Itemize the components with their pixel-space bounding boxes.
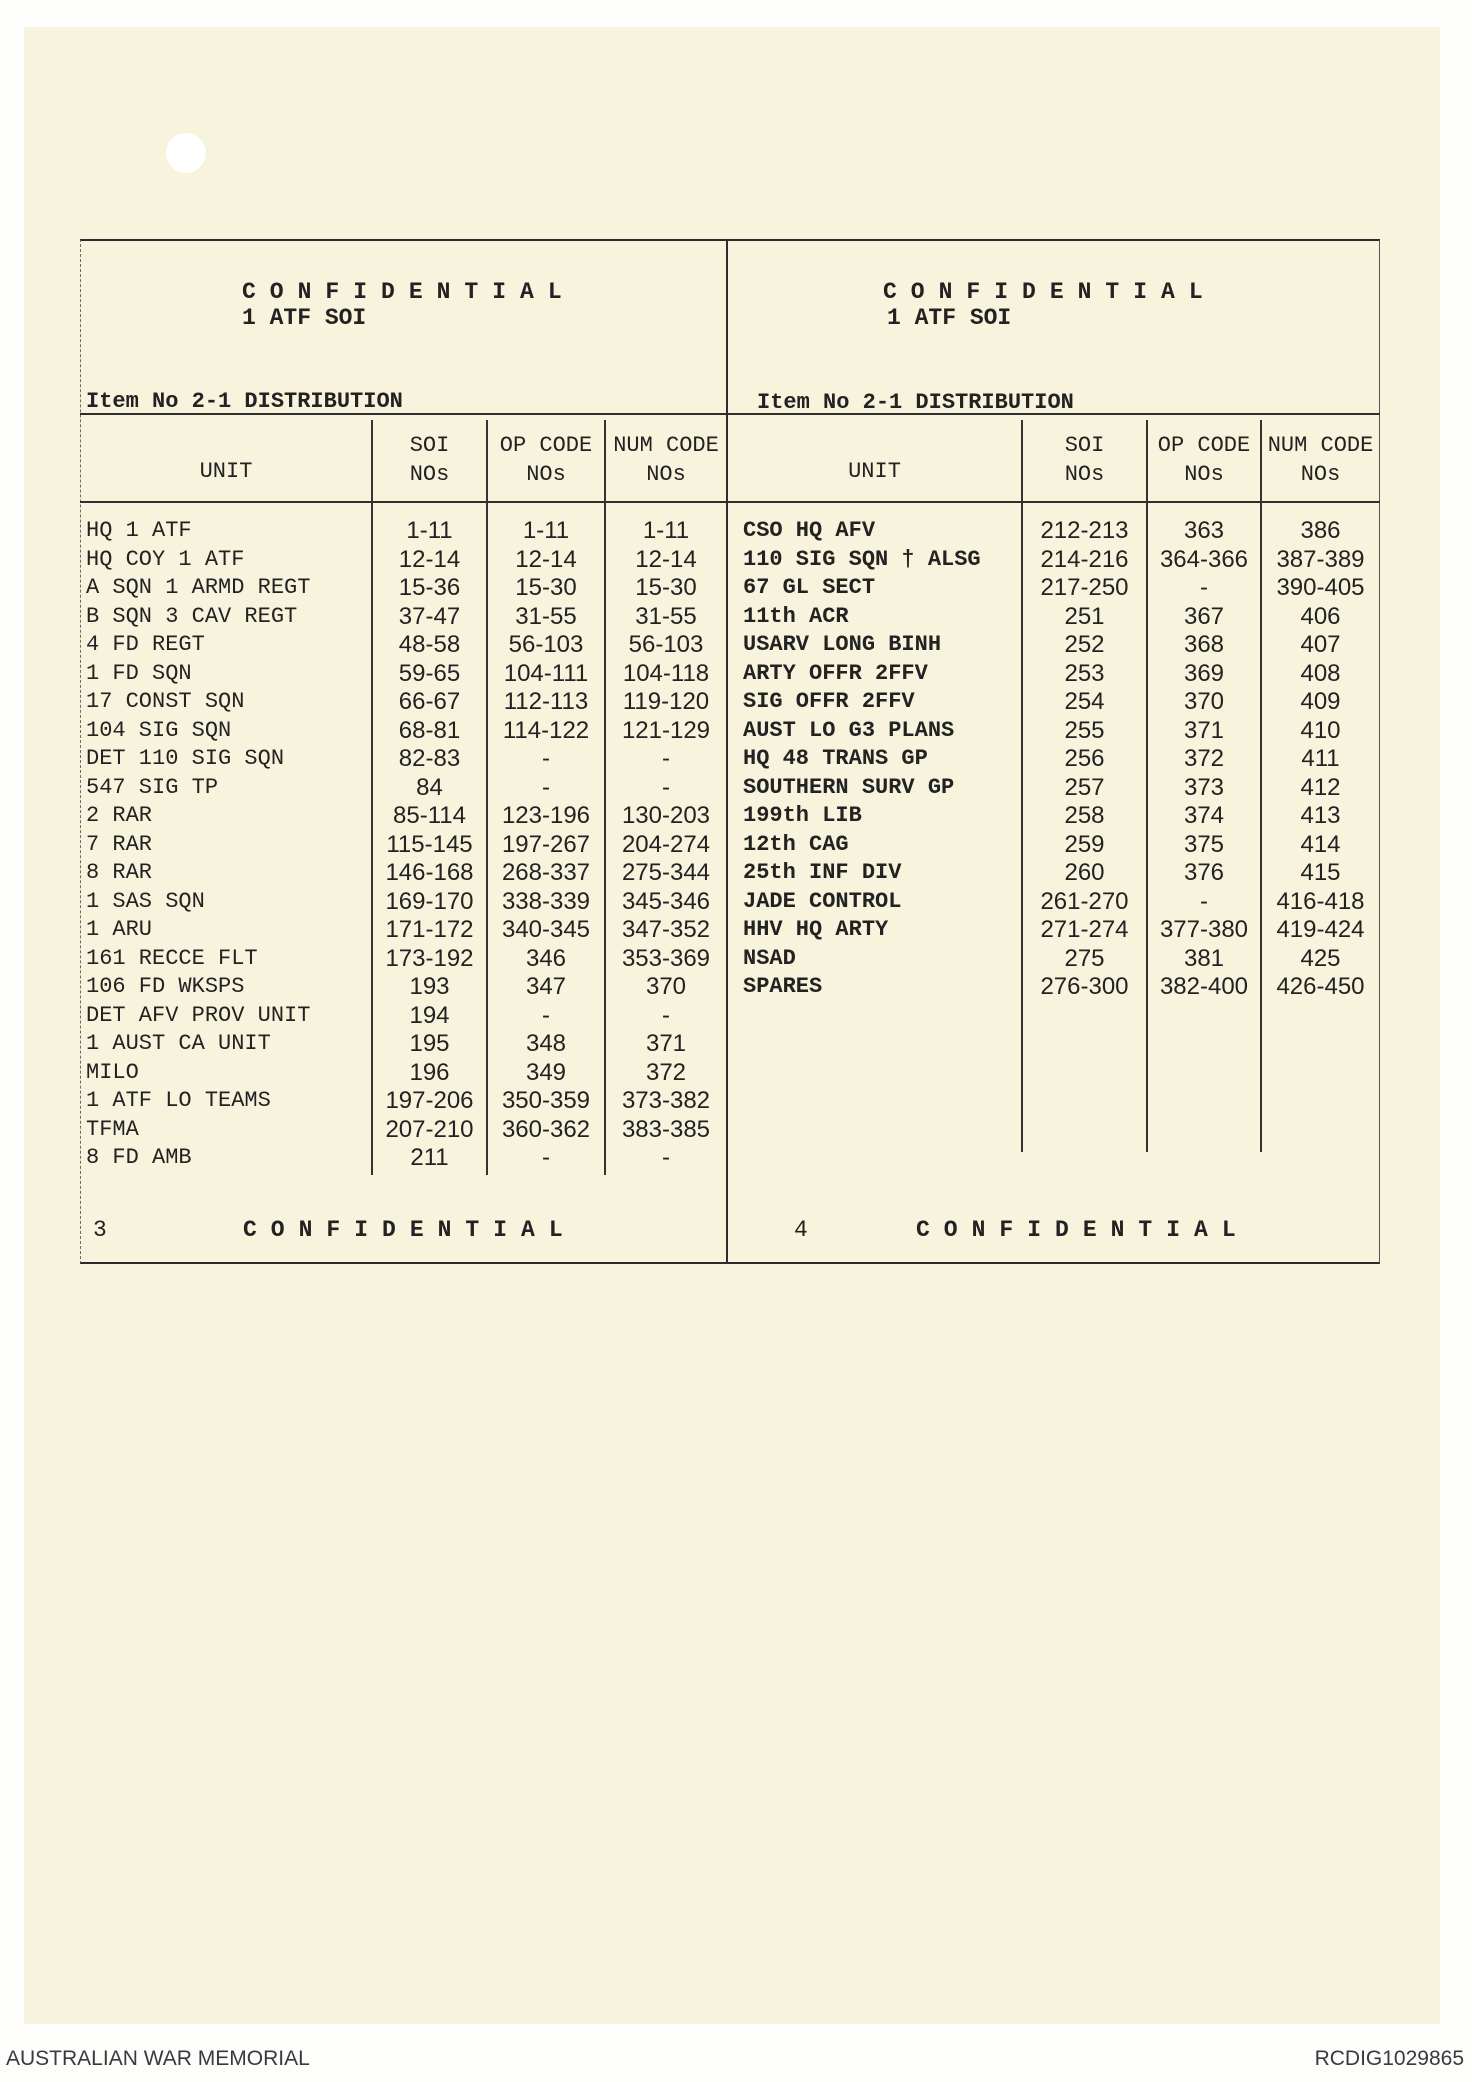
soi-number-cell: 271-274 bbox=[1040, 916, 1129, 943]
unit-cell: A SQN 1 ARMD REGT bbox=[86, 575, 311, 600]
punch-hole bbox=[166, 133, 206, 173]
op-code-cell: 376 bbox=[1183, 859, 1225, 886]
unit-cell: SPARES bbox=[743, 974, 823, 999]
num-code-cell: 370 bbox=[645, 973, 687, 1000]
op-code-cell: 104-111 bbox=[503, 659, 589, 687]
op-code-cell: 349 bbox=[525, 1058, 567, 1086]
num-code-header: NUM CODE bbox=[613, 433, 719, 458]
op-code-cell: 350-359 bbox=[501, 1087, 591, 1114]
table-row bbox=[80, 774, 727, 803]
op-code-cell: 367 bbox=[1183, 602, 1225, 630]
unit-cell: SIG OFFR 2FFV bbox=[743, 689, 915, 714]
unit-cell: 8 FD AMB bbox=[86, 1145, 192, 1170]
soi-number-cell: 257 bbox=[1064, 773, 1105, 801]
num-code-cell: - bbox=[662, 773, 670, 801]
unit-cell: CSO HQ AFV bbox=[743, 518, 876, 543]
num-code-cell: 413 bbox=[1300, 802, 1341, 829]
table-row bbox=[80, 945, 727, 974]
unit-cell: DET AFV PROV UNIT bbox=[86, 1002, 311, 1028]
unit-cell: ARTY OFFR 2FFV bbox=[743, 660, 928, 686]
op-code-header-sub: NOs bbox=[1184, 462, 1224, 487]
unit-cell: HQ COY 1 ATF bbox=[86, 546, 245, 572]
table-row bbox=[727, 831, 1380, 860]
num-code-cell: - bbox=[662, 1001, 670, 1029]
table-row bbox=[80, 546, 727, 575]
num-code-cell: 372 bbox=[645, 1058, 687, 1086]
soi-number-cell: 197-206 bbox=[385, 1087, 474, 1114]
soi-number-cell: 207-210 bbox=[385, 1115, 474, 1143]
classification-bottom: CONFIDENTIAL bbox=[243, 1217, 577, 1243]
op-code-cell: 372 bbox=[1183, 745, 1225, 772]
op-code-cell: - bbox=[542, 1144, 550, 1171]
table-row bbox=[727, 631, 1380, 660]
unit-cell: MILO bbox=[86, 1059, 139, 1085]
num-code-cell: 407 bbox=[1300, 631, 1341, 658]
soi-number-cell: 275 bbox=[1064, 944, 1105, 972]
op-code-cell: - bbox=[1200, 887, 1208, 915]
num-code-cell: 406 bbox=[1300, 602, 1341, 630]
num-code-header-sub: NOs bbox=[646, 462, 686, 487]
num-code-cell: 130-203 bbox=[621, 802, 711, 829]
unit-header: UNIT bbox=[848, 459, 901, 484]
unit-cell: 199th LIB bbox=[743, 803, 862, 828]
table-row bbox=[727, 774, 1380, 803]
table-row bbox=[727, 745, 1380, 774]
unit-cell: 161 RECCE FLT bbox=[86, 945, 258, 971]
op-code-cell: 370 bbox=[1183, 688, 1225, 715]
table-row bbox=[80, 916, 727, 945]
op-code-cell: 360-362 bbox=[501, 1115, 591, 1143]
op-code-cell: 112-113 bbox=[503, 688, 589, 715]
num-code-cell: 56-103 bbox=[628, 631, 704, 658]
unit-cell: HQ 48 TRANS GP bbox=[743, 746, 928, 771]
num-code-cell: 12-14 bbox=[635, 545, 697, 573]
soi-header: SOI bbox=[1064, 433, 1105, 458]
num-code-cell: 204-274 bbox=[621, 830, 711, 858]
unit-cell: 4 FD REGT bbox=[86, 632, 205, 657]
soi-number-cell: 82-83 bbox=[398, 745, 461, 772]
num-code-cell: 353-369 bbox=[621, 944, 711, 972]
document-title: 1 ATF SOI bbox=[242, 305, 367, 331]
soi-number-cell: 85-114 bbox=[393, 802, 466, 829]
unit-cell: 12th CAG bbox=[743, 831, 849, 857]
soi-number-cell: 255 bbox=[1064, 716, 1105, 744]
soi-number-cell: 15-36 bbox=[398, 574, 461, 601]
op-code-cell: 363 bbox=[1183, 517, 1225, 544]
table-row bbox=[727, 916, 1380, 945]
table-row bbox=[80, 1059, 727, 1088]
table-row bbox=[80, 802, 727, 831]
op-code-cell: 31-55 bbox=[515, 602, 577, 630]
soi-number-cell: 66-67 bbox=[398, 688, 461, 715]
soi-header-sub: NOs bbox=[1064, 462, 1105, 487]
item-heading: Item No 2-1 DISTRIBUTION bbox=[86, 389, 403, 414]
table-row bbox=[80, 888, 727, 917]
table-row bbox=[80, 631, 727, 660]
num-code-cell: 410 bbox=[1300, 716, 1341, 744]
op-code-cell: 197-267 bbox=[501, 830, 591, 858]
num-code-cell: 416-418 bbox=[1276, 887, 1365, 915]
op-code-cell: 56-103 bbox=[508, 631, 584, 658]
soi-number-cell: 59-65 bbox=[398, 659, 461, 687]
table-row bbox=[727, 945, 1380, 974]
num-code-cell: 373-382 bbox=[621, 1087, 711, 1114]
unit-cell: B SQN 3 CAV REGT bbox=[86, 603, 298, 629]
left-page bbox=[80, 239, 727, 1264]
unit-cell: 1 FD SQN bbox=[86, 660, 192, 686]
page-number: 4 bbox=[794, 1217, 808, 1243]
soi-number-cell: 37-47 bbox=[398, 602, 461, 630]
soi-number-cell: 260 bbox=[1064, 859, 1105, 886]
unit-cell: 11th ACR bbox=[743, 603, 849, 629]
unit-cell: HHV HQ ARTY bbox=[743, 917, 889, 942]
num-code-cell: 104-118 bbox=[622, 659, 710, 687]
op-code-cell: 347 bbox=[525, 973, 567, 1000]
op-code-cell: 382-400 bbox=[1159, 973, 1249, 1000]
num-code-cell: 415 bbox=[1300, 859, 1341, 886]
soi-number-cell: 115-145 bbox=[386, 830, 473, 858]
soi-number-cell: 194 bbox=[409, 1001, 450, 1029]
num-code-cell: 419-424 bbox=[1276, 916, 1365, 943]
unit-cell: 104 SIG SQN bbox=[86, 717, 232, 743]
op-code-cell: 340-345 bbox=[501, 916, 591, 943]
num-code-cell: 345-346 bbox=[621, 887, 711, 915]
op-code-cell: 346 bbox=[525, 944, 567, 972]
unit-cell: 2 RAR bbox=[86, 803, 153, 828]
soi-number-cell: 12-14 bbox=[398, 545, 461, 573]
unit-cell: 1 AUST CA UNIT bbox=[86, 1031, 271, 1056]
num-code-cell: 1-11 bbox=[642, 517, 690, 544]
table-row bbox=[80, 1087, 727, 1116]
num-code-cell: 347-352 bbox=[621, 916, 711, 943]
num-code-cell: 408 bbox=[1300, 659, 1341, 687]
soi-number-cell: 254 bbox=[1064, 688, 1105, 715]
soi-number-cell: 253 bbox=[1064, 659, 1105, 687]
unit-cell: NSAD bbox=[743, 945, 796, 971]
soi-number-cell: 195 bbox=[409, 1030, 450, 1057]
op-code-cell: 15-30 bbox=[515, 574, 577, 601]
soi-number-cell: 211 bbox=[410, 1144, 449, 1171]
num-code-cell: 411 bbox=[1301, 745, 1340, 772]
table-row bbox=[80, 660, 727, 689]
table-row bbox=[80, 574, 727, 603]
table-row bbox=[727, 517, 1380, 546]
table-row bbox=[80, 745, 727, 774]
unit-cell: 25th INF DIV bbox=[743, 860, 902, 885]
num-code-cell: 390-405 bbox=[1276, 574, 1365, 601]
num-code-cell: 414 bbox=[1300, 830, 1341, 858]
classification-top: CONFIDENTIAL bbox=[883, 279, 1217, 305]
num-code-cell: 426-450 bbox=[1276, 973, 1365, 1000]
soi-number-cell: 252 bbox=[1064, 631, 1105, 658]
op-code-cell: - bbox=[1200, 574, 1208, 601]
unit-cell: 547 SIG TP bbox=[86, 774, 219, 800]
table-row bbox=[727, 973, 1380, 1002]
unit-cell: AUST LO G3 PLANS bbox=[743, 717, 955, 743]
op-code-cell: 364-366 bbox=[1159, 545, 1249, 573]
soi-number-cell: 251 bbox=[1064, 602, 1105, 630]
distribution-table bbox=[727, 517, 1380, 1002]
op-code-cell: 348 bbox=[525, 1030, 567, 1057]
table-row bbox=[727, 574, 1380, 603]
table-row bbox=[80, 831, 727, 860]
table-row bbox=[727, 546, 1380, 575]
op-code-cell: 114-122 bbox=[502, 716, 590, 744]
table-row bbox=[80, 1030, 727, 1059]
num-code-header: NUM CODE bbox=[1267, 433, 1374, 458]
unit-cell: 1 SAS SQN bbox=[86, 888, 205, 914]
soi-header: SOI bbox=[409, 433, 450, 458]
classification-top: CONFIDENTIAL bbox=[242, 279, 576, 305]
soi-number-cell: 217-250 bbox=[1040, 574, 1129, 601]
op-code-cell: 338-339 bbox=[501, 887, 591, 915]
op-code-cell: 373 bbox=[1183, 773, 1225, 801]
op-code-header: OP CODE bbox=[499, 433, 593, 458]
unit-cell: 110 SIG SQN † ALSG bbox=[743, 546, 981, 572]
num-code-cell: 412 bbox=[1300, 773, 1341, 801]
op-code-cell: 381 bbox=[1183, 944, 1225, 972]
op-code-cell: - bbox=[542, 773, 550, 801]
soi-number-cell: 48-58 bbox=[398, 631, 461, 658]
soi-number-cell: 68-81 bbox=[398, 716, 461, 744]
table-row bbox=[727, 888, 1380, 917]
op-code-header: OP CODE bbox=[1157, 433, 1251, 458]
soi-number-cell: 214-216 bbox=[1040, 545, 1129, 573]
num-code-cell: 387-389 bbox=[1276, 545, 1365, 573]
unit-cell: JADE CONTROL bbox=[743, 888, 902, 914]
unit-cell: 8 RAR bbox=[86, 860, 153, 885]
op-code-cell: 369 bbox=[1183, 659, 1225, 687]
op-code-cell: 268-337 bbox=[501, 859, 591, 886]
soi-number-cell: 173-192 bbox=[385, 944, 474, 972]
soi-number-cell: 276-300 bbox=[1040, 973, 1129, 1000]
table-row bbox=[727, 688, 1380, 717]
unit-cell: TFMA bbox=[86, 1116, 139, 1142]
unit-cell: 17 CONST SQN bbox=[86, 689, 245, 714]
soi-number-cell: 171-172 bbox=[385, 916, 474, 943]
soi-number-cell: 193 bbox=[409, 973, 450, 1000]
unit-cell: DET 110 SIG SQN bbox=[86, 746, 285, 771]
soi-header-sub: NOs bbox=[409, 462, 450, 487]
table-row bbox=[80, 1002, 727, 1031]
soi-number-cell: 196 bbox=[409, 1058, 450, 1086]
unit-cell: 1 ATF LO TEAMS bbox=[86, 1088, 271, 1113]
soi-number-cell: 256 bbox=[1064, 745, 1105, 772]
op-code-header-sub: NOs bbox=[526, 462, 566, 487]
soi-number-cell: 84 bbox=[416, 773, 443, 801]
soi-number-cell: 212-213 bbox=[1040, 517, 1129, 544]
num-code-cell: 31-55 bbox=[635, 602, 697, 630]
num-code-cell: 425 bbox=[1300, 944, 1341, 972]
table-row bbox=[80, 688, 727, 717]
table-row bbox=[727, 660, 1380, 689]
table-row bbox=[80, 517, 727, 546]
op-code-cell: 371 bbox=[1183, 716, 1225, 744]
table-row bbox=[80, 1116, 727, 1145]
num-code-cell: 383-385 bbox=[621, 1115, 711, 1143]
soi-number-cell: 1-11 bbox=[406, 517, 453, 544]
table-row bbox=[80, 859, 727, 888]
op-code-cell: - bbox=[542, 745, 550, 772]
page-number: 3 bbox=[93, 1217, 107, 1243]
unit-cell: 1 ARU bbox=[86, 917, 153, 942]
soi-number-cell: 146-168 bbox=[385, 859, 474, 886]
table-row bbox=[80, 717, 727, 746]
unit-cell: HQ 1 ATF bbox=[86, 518, 192, 543]
table-row bbox=[727, 717, 1380, 746]
op-code-cell: - bbox=[542, 1001, 550, 1029]
item-heading: Item No 2-1 DISTRIBUTION bbox=[757, 390, 1074, 415]
archive-credit: AUSTRALIAN WAR MEMORIAL bbox=[6, 2047, 310, 2070]
num-code-cell: - bbox=[662, 1144, 670, 1171]
num-code-cell: 119-120 bbox=[622, 688, 710, 715]
op-code-cell: 1-11 bbox=[522, 517, 570, 544]
soi-number-cell: 261-270 bbox=[1040, 887, 1129, 915]
unit-cell: 106 FD WKSPS bbox=[86, 974, 245, 999]
soi-number-cell: 258 bbox=[1064, 802, 1105, 829]
soi-number-cell: 169-170 bbox=[385, 887, 474, 915]
op-code-cell: 123-196 bbox=[501, 802, 591, 829]
distribution-table bbox=[80, 517, 727, 1173]
num-code-cell: 121-129 bbox=[621, 716, 711, 744]
op-code-cell: 377-380 bbox=[1159, 916, 1249, 943]
num-code-cell: 409 bbox=[1300, 688, 1341, 715]
num-code-cell: 386 bbox=[1300, 517, 1341, 544]
unit-cell: 7 RAR bbox=[86, 831, 153, 857]
right-page bbox=[727, 239, 1380, 1264]
table-row bbox=[727, 802, 1380, 831]
op-code-cell: 368 bbox=[1183, 631, 1225, 658]
table-row bbox=[727, 603, 1380, 632]
num-code-cell: - bbox=[662, 745, 670, 772]
classification-bottom: CONFIDENTIAL bbox=[916, 1217, 1250, 1243]
op-code-cell: 12-14 bbox=[515, 545, 577, 573]
soi-number-cell: 259 bbox=[1064, 830, 1105, 858]
table-row bbox=[80, 603, 727, 632]
unit-header: UNIT bbox=[199, 459, 253, 484]
op-code-cell: 374 bbox=[1183, 802, 1225, 829]
unit-cell: SOUTHERN SURV GP bbox=[743, 774, 955, 800]
unit-cell: USARV LONG BINH bbox=[743, 632, 942, 657]
table-row bbox=[727, 859, 1380, 888]
num-code-cell: 371 bbox=[645, 1030, 687, 1057]
num-code-header-sub: NOs bbox=[1300, 462, 1341, 487]
num-code-cell: 15-30 bbox=[635, 574, 697, 601]
table-row bbox=[80, 973, 727, 1002]
table-row bbox=[80, 1144, 727, 1173]
document-title: 1 ATF SOI bbox=[887, 305, 1012, 331]
unit-cell: 67 GL SECT bbox=[743, 575, 876, 600]
op-code-cell: 375 bbox=[1183, 830, 1225, 858]
num-code-cell: 275-344 bbox=[621, 859, 711, 886]
archive-reference: RCDIG1029865 bbox=[1314, 2047, 1464, 2070]
